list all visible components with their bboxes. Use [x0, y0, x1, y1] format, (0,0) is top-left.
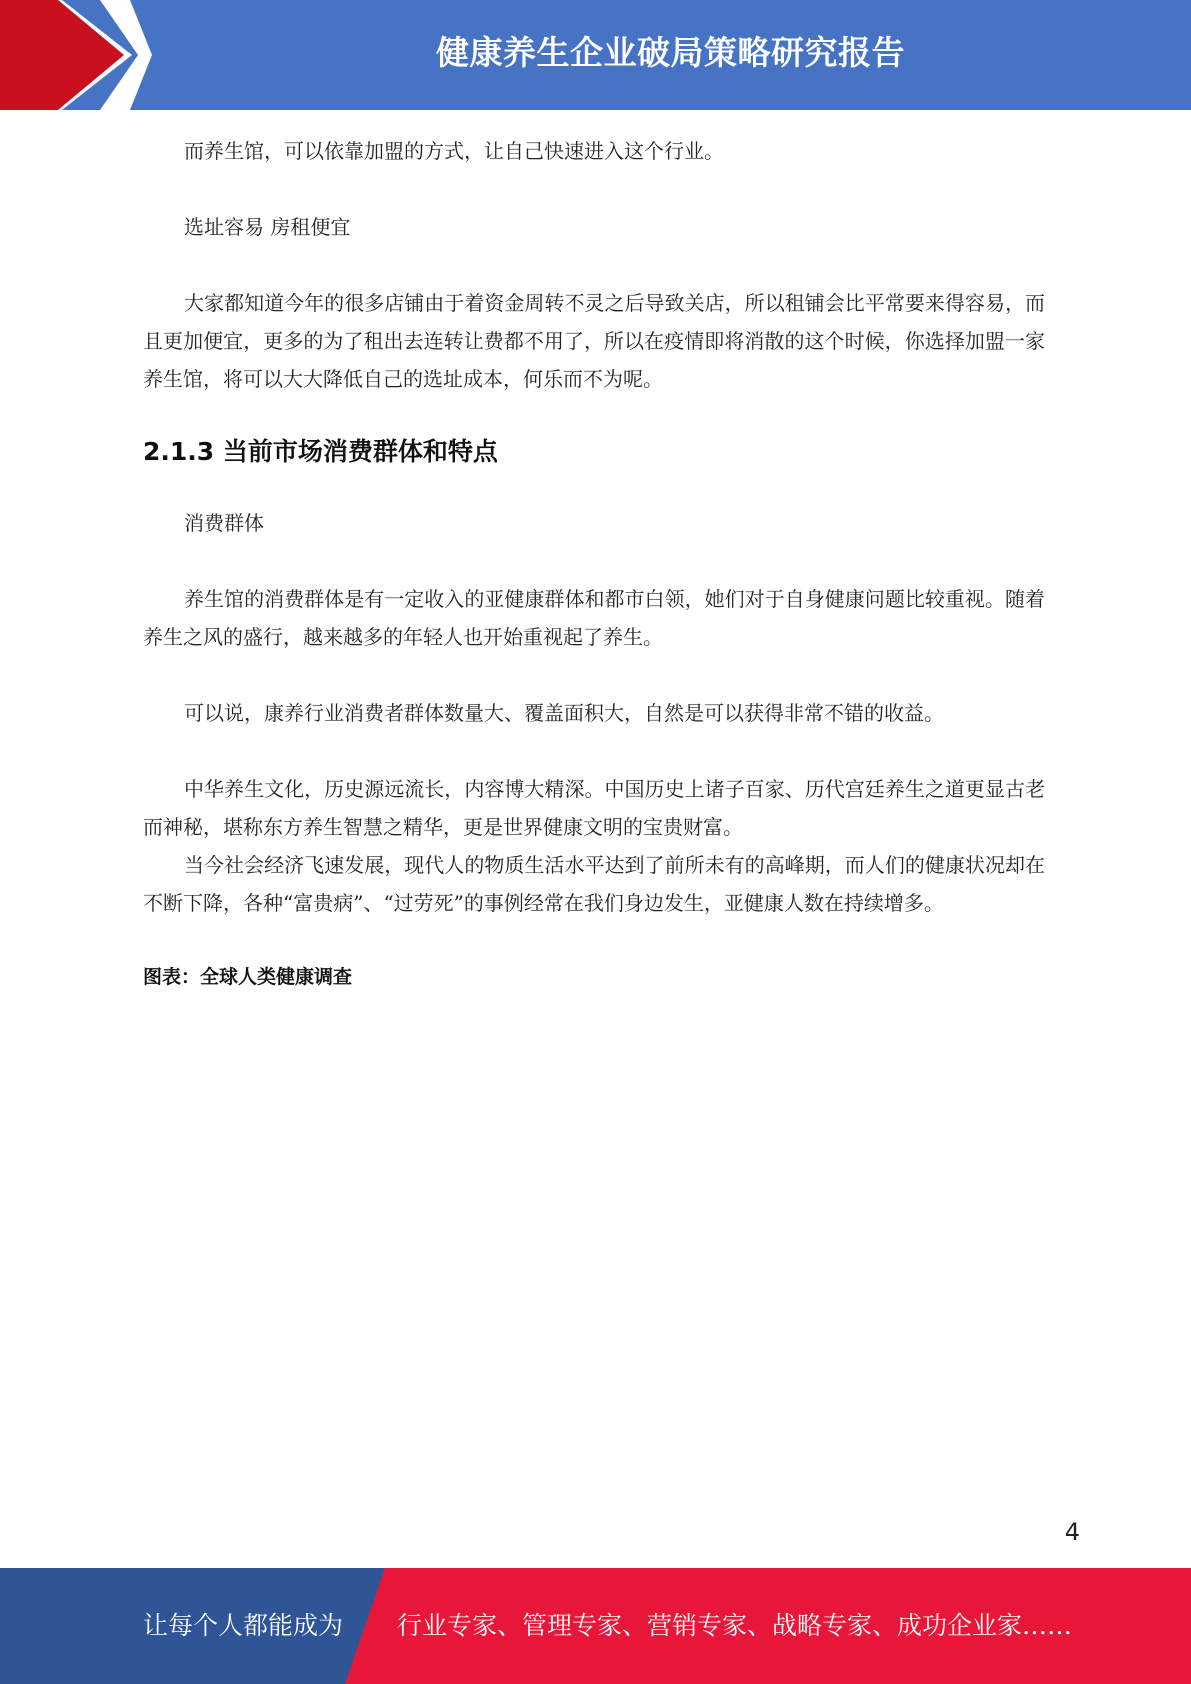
figure-caption: 图表：全球人类健康调查 [143, 966, 353, 988]
paragraph-market-size: 可以说，康养行业消费者群体数量大、覆盖面积大，自然是可以获得非常不错的收益。 [184, 701, 944, 725]
header-title: 健康养生企业破局策略研究报告 [436, 33, 905, 72]
paragraph-consumer-group: 养生馆的消费群体是有一定收入的亚健康群体和都市白领，她们对于自身健康问题比较重视。随着养生之风的盛行，越来越多的年轻人也开始重视起了养生。 [143, 587, 1045, 649]
paragraph-rent: 大家都知道今年的很多店铺由于着资金周转不灵之后导致关店，所以租铺会比平常要来得容易，而且更加便宜，更多的为了租出去连转让费都不用了，所以在疫情即将消散的这个时候，你选择加盟一家养生馆，将可以大大降低自己的选址成本，何乐而不为呢。 [143, 291, 1045, 391]
paragraph-health-status: 当今社会经济飞速发展，现代人的物质生活水平达到了前所未有的高峰期，而人们的健康状况却在不断下降，各种“富贵病”、“过劳死”的事例经常在我们身边发生，亚健康人数在持续增多。 [143, 853, 1045, 915]
page-footer [0, 1568, 1191, 1684]
section-heading: 2.1.3 当前市场消费群体和特点 [143, 437, 498, 466]
document-body [143, 132, 1045, 996]
chevron-arrow-icon [0, 0, 160, 110]
page-number: 4 [1064, 1518, 1080, 1546]
footer-slogan-left: 让每个人都能成为 [143, 1611, 344, 1640]
paragraph-franchise: 而养生馆，可以依靠加盟的方式，让自己快速进入这个行业。 [184, 139, 724, 163]
page-header [0, 0, 1191, 110]
paragraph-culture: 中华养生文化，历史源远流长，内容博大精深。中国历史上诸子百家、历代宫廷养生之道更显古老而神秘，堪称东方养生智慧之精华，更是世界健康文明的宝贵财富。 [143, 777, 1045, 839]
paragraph-consumer-group-label: 消费群体 [184, 511, 264, 535]
paragraph-location-subtitle: 选址容易 房租便宜 [184, 215, 351, 239]
footer-slogan-right: 行业专家、管理专家、营销专家、战略专家、成功企业家…… [397, 1611, 1073, 1640]
